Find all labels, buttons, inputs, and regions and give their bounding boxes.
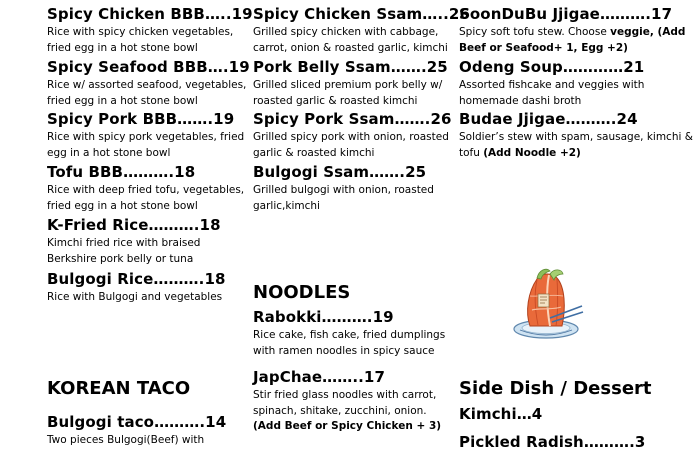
menu-item-name: K-Fried Rice……….18 — [47, 216, 221, 234]
menu-item-description — [253, 388, 458, 435]
menu-item-description: Assorted fishcake and veggies with homemade dashi broth — [459, 79, 645, 107]
menu-item — [459, 405, 695, 424]
menu-item-description: Rice w/ assorted seafood, vegetables, fried egg in a hot stone bowl — [47, 79, 247, 107]
menu-item — [253, 163, 458, 214]
section-heading-korean-taco: KOREAN TACO — [47, 378, 191, 399]
menu-item-name: Pork Belly Ssam…….25 — [253, 58, 448, 76]
menu-item — [253, 308, 458, 359]
description-text: Stir fried glass noodles with carrot, spinach, shitake, zucchini, onion. — [253, 389, 437, 417]
menu-item-description — [459, 130, 695, 161]
menu-item-name: Odeng Soup…………21 — [459, 58, 645, 76]
menu-item-description: Rice with Bulgogi and vegetables — [47, 291, 223, 303]
menu-item — [47, 413, 252, 449]
menu-item — [459, 58, 695, 109]
menu-item-name: Spicy Seafood BBB….19 — [47, 58, 250, 76]
menu-item — [47, 58, 252, 109]
menu-item-description: Rice with spicy chicken vegetables, fried egg in a hot stone bowl — [47, 26, 234, 54]
menu-item-name: Bulgogi taco……….14 — [47, 413, 227, 431]
menu-item-name: JapChae……..17 — [253, 368, 385, 386]
add-on-note: veggie, (Add Beef or Seafood+ 1, Egg +2) — [459, 26, 686, 54]
menu-item-name: Spicy Chicken Ssam…..26 — [253, 5, 470, 23]
menu-item — [459, 5, 695, 56]
menu-item — [253, 58, 458, 109]
menu-item-description: Grilled bulgogi with onion, roasted garlic,kimchi — [253, 184, 434, 212]
menu-item-name: Kimchi…4 — [459, 405, 543, 423]
menu-item-name: SoonDuBu Jjigae……….17 — [459, 5, 673, 23]
menu-item — [459, 433, 695, 452]
section-heading-noodles: NOODLES — [253, 282, 351, 303]
menu-item-name: Pickled Radish……….3 — [459, 433, 646, 451]
menu-item — [459, 110, 695, 161]
menu-item-name: Spicy Chicken BBB…..19 — [47, 5, 253, 23]
add-on-note: (Add Beef or Spicy Chicken + 3) — [253, 420, 442, 432]
menu-item-name: Spicy Pork BBB…….19 — [47, 110, 235, 128]
menu-item-description: Rice with spicy pork vegetables, fried egg in a hot stone bowl — [47, 131, 245, 159]
menu-item — [47, 163, 252, 214]
menu-item-description: Rice with deep fried tofu, vegetables, fried egg in a hot stone bowl — [47, 184, 245, 212]
menu-item-name: Rabokki……….19 — [253, 308, 394, 326]
menu-item-description: Kimchi fried rice with braised Berkshire pork belly or tuna — [47, 237, 201, 265]
menu-item-description: Grilled spicy chicken with cabbage, carrot, onion & roasted garlic, kimchi — [253, 26, 448, 54]
section-heading-side-dish-dessert: Side Dish / Dessert — [459, 378, 652, 399]
description-text: Soldier’s stew with spam, sausage, kimchi & tofu — [459, 131, 693, 159]
menu-item-description — [459, 25, 695, 56]
menu-item-description: Grilled spicy pork with onion, roasted garlic & roasted kimchi — [253, 131, 449, 159]
menu-item-name: Spicy Pork Ssam…….26 — [253, 110, 452, 128]
menu-item-description: Two pieces Bulgogi(Beef) with — [47, 434, 205, 446]
menu-item — [47, 270, 252, 306]
description-text: Spicy soft tofu stew. Choose — [459, 26, 611, 38]
menu-item — [47, 5, 252, 56]
menu-item-name: Tofu BBB……….18 — [47, 163, 196, 181]
menu-item — [253, 368, 458, 435]
add-on-note: (Add Noodle +2) — [483, 146, 581, 159]
menu-item — [253, 5, 470, 56]
kimchi-bowl-illustration-icon — [508, 266, 584, 346]
menu-item-name: Bulgogi Ssam…….25 — [253, 163, 427, 181]
menu-item-description: Rice cake, fish cake, fried dumplings with ramen noodles in spicy sauce — [253, 329, 446, 357]
menu-item-name: Budae Jjigae……….24 — [459, 110, 638, 128]
menu-item-description: Grilled sliced premium pork belly w/ roasted garlic & roasted kimchi — [253, 79, 443, 107]
menu-item — [47, 110, 252, 161]
menu-item — [253, 110, 458, 161]
menu-item-name: Bulgogi Rice……….18 — [47, 270, 226, 288]
menu-item — [47, 216, 252, 267]
